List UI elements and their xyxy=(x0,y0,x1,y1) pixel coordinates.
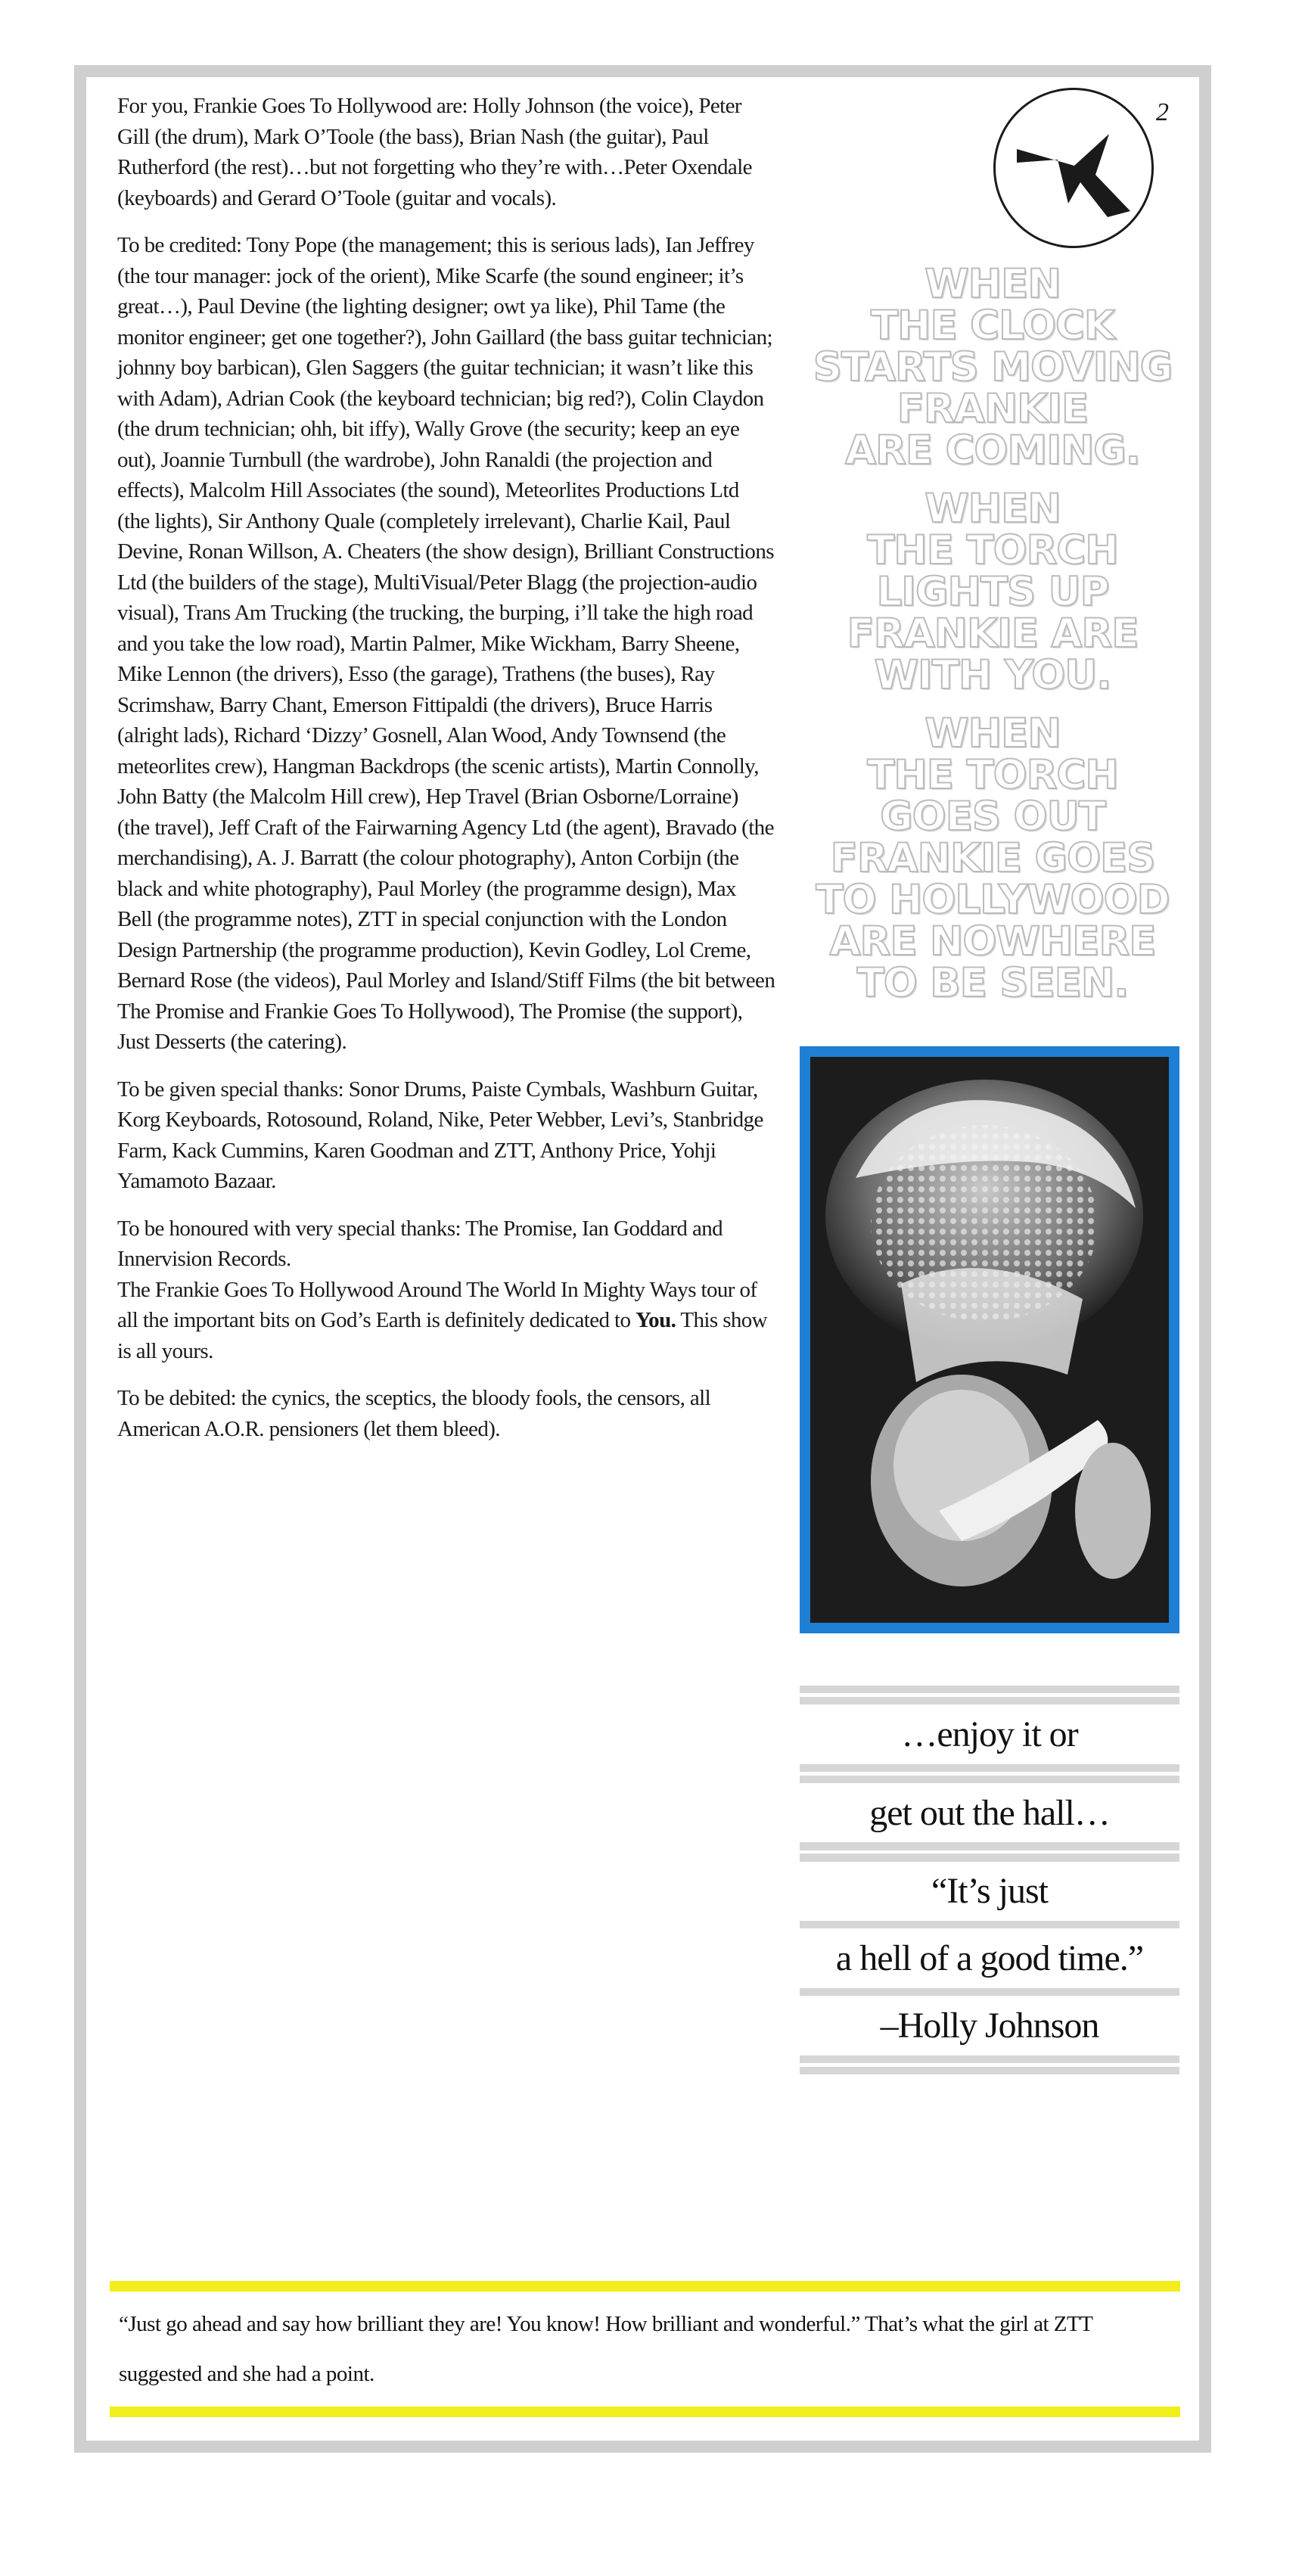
quote-holly-line-2: a hell of a good time.” xyxy=(835,1938,1144,1978)
slogan-line: WHEN xyxy=(925,261,1061,307)
slogan-line: FRANKIE ARE xyxy=(847,611,1139,657)
quote-holly-attribution: –Holly Johnson xyxy=(880,2006,1099,2046)
credits-dedication: The Frankie Goes To Hollywood Around The World In Mighty Ways tour of all the important bits on God’s Earth is definitely dedicated to You. This show is all yours. xyxy=(117,1277,768,1363)
slogan-line: TO BE SEEN. xyxy=(856,960,1129,1006)
quote-enjoy-line-1: …enjoy it or xyxy=(901,1714,1078,1754)
slogan-line: THE TORCH xyxy=(867,527,1118,573)
dedication-you: You. xyxy=(636,1308,676,1332)
slogan-text xyxy=(785,263,1200,1021)
quote-holly xyxy=(800,1838,1179,2078)
band-photo xyxy=(800,1046,1179,1633)
slogan-stanza xyxy=(785,710,1200,1006)
credits-crew: To be credited: Tony Pope (the management; this is serious lads), Ian Jeffrey (the tour manager: jock of the orient), Mike Scarfe (the sound engineer; it’s great…), Paul Devine (the lighting designer; owt ya like), Phil Tame (the monitor engineer; get one together?), John Gaillard (the bass guitar technician; johnny boy barbican), Glen Saggers (the guitar technician; it wasn’t like this with Adam), Adrian Cook (the keyboard technician; big red?), Colin Claydon (the drum technician; ohh, bit iffy), Wally Grove (the security; keep an eye out), Joannie Turnbull (the wardrobe), John Ranaldi (the projection and effects), Malcolm Hill Associates (the sound), Meteorlites Productions Ltd (the lights), Sir Anthony Quale (completely irrelevant), Charlie Kail, Paul Devine, Ronan Willson, A. Cheaters (the show design), Brilliant Constructions Ltd (the builders of the stage), MultiVisual/Peter Blagg (the projection-audio visual), Trans Am Trucking (the trucking, the burping, i’ll take the high road and you take the low road), Martin Palmer, Mike Wickham, Barry Sheene, Mike Lennon (the drivers), Esso (the garage), Trathens (the buses), Ray Scrimshaw, Barry Chant, Emerson Fittipaldi (the drivers), Bruce Harris (alright lads), Richard ‘Dizzy’ Gosnell, Alan Wood, Andy Townsend (the meteorlites crew), Hangman Backdrops (the scenic artists), Martin Connolly, John Batty (the Malcolm Hill crew), Hep Travel (Brian Osborne/Lorraine) (the travel), Jeff Craft of the Fairwarning Agency Ltd (the agent), Bravado (the merchandising), A. J. Barratt (the colour photography), Anton Corbijn (the black and white photography), Paul Morley (the programme design), Max Bell (the programme notes), ZTT in special conjunction with the London Design Partnership (the programme production), Kevin Godley, Lol Creme, Bernard Rose (the videos), Paul Morley and Island/Stiff Films (the bit between The Promise and Frankie Goes To Hollywood), The Promise (the support), Just Desserts (the catering). xyxy=(117,233,775,1054)
credits-honoured: To be honoured with very special thanks: The Promise, Ian Goddard and Innervision Records. xyxy=(117,1216,723,1271)
slogan-line: WHEN xyxy=(925,486,1061,532)
page-number: 2 xyxy=(1156,98,1169,126)
slogan-line: ARE NOWHERE xyxy=(829,918,1156,965)
credits-text xyxy=(117,91,775,1461)
quote-enjoy-line-2: get out the hall… xyxy=(869,1793,1110,1833)
quote-holly-line-1: “It’s just xyxy=(931,1871,1048,1911)
slogan-stanza xyxy=(785,488,1200,696)
zap-arrow-logo-icon xyxy=(993,88,1154,248)
banner-text: “Just go ahead and say how brilliant they are! You know! How brilliant and wonderful.” That’s what the girl at ZTT suggested and she had a point. xyxy=(119,2312,1092,2386)
credits-debited: To be debited: the cynics, the sceptics, the bloody fools, the censors, all American A.O.R. pensioners (let them bleed). xyxy=(117,1386,711,1441)
credits-thanks: To be given special thanks: Sonor Drums, Paiste Cymbals, Washburn Guitar, Korg Keyboards, Rotosound, Roland, Nike, Peter Webber, Levi’s, Stanbridge Farm, Kack Cummins, Karen Goodman and ZTT, Anthony Price, Yohji Yamamoto Bazaar. xyxy=(117,1077,763,1193)
slogan-line: THE CLOCK xyxy=(871,303,1114,349)
slogan-line: FRANKIE GOES xyxy=(830,835,1155,881)
slogan-line: WHEN xyxy=(925,710,1061,757)
slogan-stanza xyxy=(785,261,1200,474)
slogan-line: THE TORCH xyxy=(867,752,1118,798)
credits-members: For you, Frankie Goes To Hollywood are: Holly Johnson (the voice), Peter Gill (the drum), Mark O’Toole (the bass), Brian Nash (the guitar), Paul Rutherford (the rest)…but not forgetting who they’re with…Peter Oxendale (keyboards) and Gerard O’Toole (guitar and vocals). xyxy=(117,94,752,210)
slogan-line: STARTS MOVING xyxy=(813,344,1173,390)
slogan-line: WITH YOU. xyxy=(874,652,1111,698)
slogan-line: GOES OUT xyxy=(880,794,1105,840)
photo-image xyxy=(810,1057,1169,1623)
slogan-line: ARE COMING. xyxy=(845,427,1140,474)
slogan-line: FRANKIE xyxy=(897,386,1089,432)
slogan-line: TO HOLLYWOOD xyxy=(816,877,1170,923)
slogan-line: LIGHTS UP xyxy=(876,569,1109,615)
zt-quote-banner xyxy=(110,2281,1180,2417)
